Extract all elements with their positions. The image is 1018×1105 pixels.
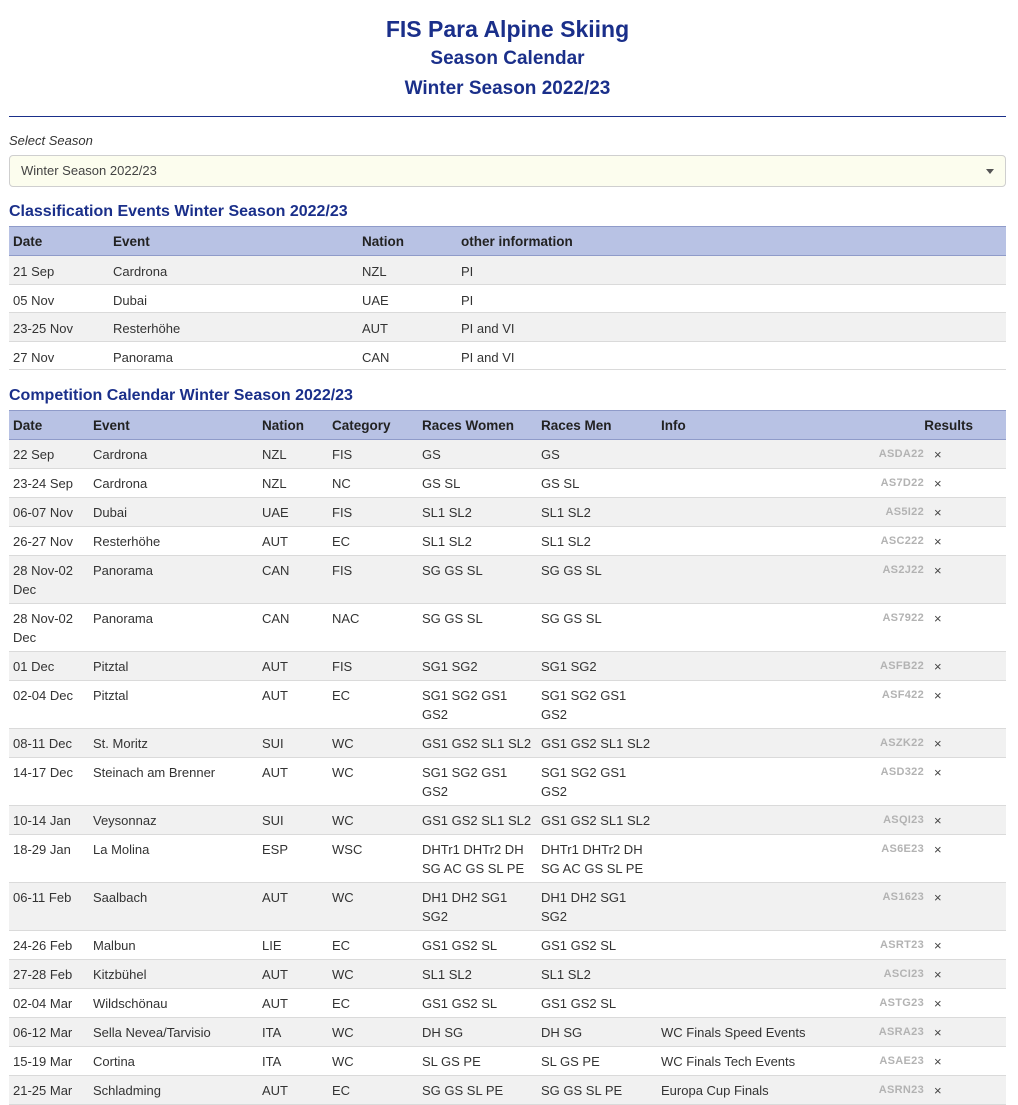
cell-nation: AUT	[258, 1076, 328, 1105]
cell-race-code: ASC222	[862, 527, 928, 556]
cell-event: Pitztal	[89, 652, 258, 681]
table-row	[9, 1047, 1006, 1076]
result-close-icon[interactable]: ×	[928, 652, 1006, 681]
cell-info	[657, 527, 862, 556]
cell-info	[657, 931, 862, 960]
col-other-information: other information	[457, 227, 1006, 256]
cell-category: EC	[328, 527, 418, 556]
cell-races-women: SG1 SG2 GS1 GS2	[418, 681, 537, 729]
table-row	[9, 989, 1006, 1018]
cell-races-women: SL1 SL2	[418, 498, 537, 527]
table-row	[9, 469, 1006, 498]
table-row	[9, 681, 1006, 729]
cell-info	[657, 652, 862, 681]
cell-date: 24-26 Feb	[9, 931, 89, 960]
cell-races-women: SL1 SL2	[418, 960, 537, 989]
season-select-value: Winter Season 2022/23	[21, 163, 157, 178]
col-date: Date	[9, 227, 109, 256]
cell-date: 01 Dec	[9, 652, 89, 681]
cell-event: Veysonnaz	[89, 806, 258, 835]
cell-race-code: ASRN23	[862, 1076, 928, 1105]
cell-info: Europa Cup Finals	[657, 1076, 862, 1105]
cell-info	[657, 989, 862, 1018]
cell-race-code: ASTG23	[862, 989, 928, 1018]
cell-event: Panorama	[89, 556, 258, 604]
cell-race-code: AS7D22	[862, 469, 928, 498]
cell-races-men: SG1 SG2	[537, 652, 657, 681]
cell-date: 05 Nov	[9, 284, 109, 313]
cell-date: 02-04 Mar	[9, 989, 89, 1018]
cell-races-men: GS1 GS2 SL1 SL2	[537, 806, 657, 835]
cell-event: Saalbach	[89, 883, 258, 931]
cell-event: Cardrona	[89, 469, 258, 498]
cell-other-information: PI and VI	[457, 313, 1006, 342]
result-close-icon[interactable]: ×	[928, 556, 1006, 604]
cell-races-men: SL GS PE	[537, 1047, 657, 1076]
cell-event: Resterhöhe	[109, 313, 358, 342]
col-races-men: Races Men	[537, 411, 657, 440]
result-close-icon[interactable]: ×	[928, 989, 1006, 1018]
cell-nation: UAE	[258, 498, 328, 527]
cell-other-information: PI	[457, 256, 1006, 285]
table-row	[9, 960, 1006, 989]
cell-date: 08-11 Dec	[9, 729, 89, 758]
col-date: Date	[9, 411, 89, 440]
cell-info	[657, 960, 862, 989]
table-row	[9, 883, 1006, 931]
cell-category: WC	[328, 729, 418, 758]
cell-category: NAC	[328, 604, 418, 652]
cell-races-women: GS1 GS2 SL1 SL2	[418, 806, 537, 835]
cell-race-code: AS5I22	[862, 498, 928, 527]
cell-races-men: SL1 SL2	[537, 498, 657, 527]
cell-race-code: ASRT23	[862, 931, 928, 960]
cell-race-code: ASAE23	[862, 1047, 928, 1076]
table-row	[9, 1018, 1006, 1047]
cell-races-women: DH SG	[418, 1018, 537, 1047]
season-select[interactable]	[9, 155, 1006, 187]
result-close-icon[interactable]: ×	[928, 1018, 1006, 1047]
cell-info	[657, 729, 862, 758]
col-nation: Nation	[358, 227, 457, 256]
competition-heading: Competition Calendar Winter Season 2022/23	[9, 387, 353, 404]
cell-races-men: SG GS SL	[537, 604, 657, 652]
col-info: Info	[657, 411, 862, 440]
cell-nation: AUT	[258, 960, 328, 989]
cell-nation: ESP	[258, 835, 328, 883]
cell-races-women: GS1 GS2 SL	[418, 989, 537, 1018]
cell-races-women: SL GS PE	[418, 1047, 537, 1076]
col-results: Results	[862, 411, 1006, 440]
cell-races-men: GS1 GS2 SL	[537, 931, 657, 960]
result-close-icon[interactable]: ×	[928, 1047, 1006, 1076]
cell-event: Resterhöhe	[89, 527, 258, 556]
cell-event: Cardrona	[109, 256, 358, 285]
cell-event: Pitztal	[89, 681, 258, 729]
cell-category: WC	[328, 883, 418, 931]
cell-category: NC	[328, 469, 418, 498]
cell-info	[657, 498, 862, 527]
table-row	[9, 341, 1006, 370]
table-row	[9, 498, 1006, 527]
result-close-icon[interactable]: ×	[928, 729, 1006, 758]
cell-category: EC	[328, 1076, 418, 1105]
result-close-icon[interactable]: ×	[928, 469, 1006, 498]
cell-other-information: PI	[457, 284, 1006, 313]
cell-nation: AUT	[258, 883, 328, 931]
cell-nation: AUT	[258, 527, 328, 556]
result-close-icon[interactable]: ×	[928, 931, 1006, 960]
cell-races-women: SG1 SG2 GS1 GS2	[418, 758, 537, 806]
cell-category: WC	[328, 960, 418, 989]
cell-race-code: ASRA23	[862, 1018, 928, 1047]
table-row	[9, 313, 1006, 342]
result-close-icon[interactable]: ×	[928, 681, 1006, 729]
cell-event: St. Moritz	[89, 729, 258, 758]
competition-header-row	[9, 411, 1006, 440]
cell-event: Dubai	[89, 498, 258, 527]
cell-event: Cardrona	[89, 440, 258, 469]
result-close-icon[interactable]: ×	[928, 758, 1006, 806]
cell-races-women: SG1 SG2	[418, 652, 537, 681]
cell-races-women: DH1 DH2 SG1 SG2	[418, 883, 537, 931]
cell-info	[657, 556, 862, 604]
cell-date: 06-07 Nov	[9, 498, 89, 527]
cell-event: Panorama	[89, 604, 258, 652]
cell-date: 28 Nov-02 Dec	[9, 556, 89, 604]
cell-event: Kitzbühel	[89, 960, 258, 989]
result-close-icon[interactable]: ×	[928, 960, 1006, 989]
cell-nation: NZL	[258, 440, 328, 469]
cell-info	[657, 604, 862, 652]
page-header	[9, 0, 1006, 104]
cell-races-men: DH SG	[537, 1018, 657, 1047]
table-row	[9, 527, 1006, 556]
cell-info	[657, 835, 862, 883]
cell-race-code: AS1623	[862, 883, 928, 931]
cell-info	[657, 469, 862, 498]
cell-category: FIS	[328, 556, 418, 604]
cell-nation: CAN	[258, 604, 328, 652]
cell-races-men: GS1 GS2 SL1 SL2	[537, 729, 657, 758]
cell-races-women: SG GS SL PE	[418, 1076, 537, 1105]
classification-heading: Classification Events Winter Season 2022/23	[9, 203, 348, 220]
col-category: Category	[328, 411, 418, 440]
cell-date: 15-19 Mar	[9, 1047, 89, 1076]
cell-nation: CAN	[258, 556, 328, 604]
cell-races-men: SL1 SL2	[537, 527, 657, 556]
cell-races-women: SL1 SL2	[418, 527, 537, 556]
cell-nation: AUT	[258, 989, 328, 1018]
cell-nation: NZL	[258, 469, 328, 498]
season-select-label: Select Season	[9, 133, 93, 148]
cell-category: WC	[328, 758, 418, 806]
cell-date: 18-29 Jan	[9, 835, 89, 883]
cell-nation: NZL	[358, 256, 457, 285]
page-title: FIS Para Alpine Skiing	[385, 16, 630, 42]
cell-races-men: SG GS SL PE	[537, 1076, 657, 1105]
cell-nation: AUT	[258, 652, 328, 681]
cell-race-code: ASFB22	[862, 652, 928, 681]
cell-date: 27 Nov	[9, 341, 109, 370]
cell-race-code: ASDA22	[862, 440, 928, 469]
cell-category: FIS	[328, 498, 418, 527]
cell-info	[657, 758, 862, 806]
cell-nation: AUT	[258, 758, 328, 806]
cell-date: 21-25 Mar	[9, 1076, 89, 1105]
cell-event: Cortina	[89, 1047, 258, 1076]
cell-event: Steinach am Brenner	[89, 758, 258, 806]
col-races-women: Races Women	[418, 411, 537, 440]
cell-races-men: SG1 SG2 GS1 GS2	[537, 758, 657, 806]
cell-nation: CAN	[358, 341, 457, 370]
cell-race-code: AS7922	[862, 604, 928, 652]
cell-races-men: GS	[537, 440, 657, 469]
cell-category: WC	[328, 806, 418, 835]
cell-races-women: DHTr1 DHTr2 DH SG AC GS SL PE	[418, 835, 537, 883]
table-row	[9, 758, 1006, 806]
cell-category: EC	[328, 681, 418, 729]
cell-races-men: SG1 SG2 GS1 GS2	[537, 681, 657, 729]
table-row	[9, 604, 1006, 652]
page-subtitle: Season Calendar	[430, 48, 585, 69]
cell-category: WC	[328, 1047, 418, 1076]
cell-date: 06-12 Mar	[9, 1018, 89, 1047]
cell-races-women: GS SL	[418, 469, 537, 498]
classification-table	[9, 226, 1006, 370]
cell-event: Panorama	[109, 341, 358, 370]
table-row	[9, 284, 1006, 313]
cell-event: Wildschönau	[89, 989, 258, 1018]
table-row	[9, 729, 1006, 758]
cell-category: FIS	[328, 652, 418, 681]
cell-nation: SUI	[258, 806, 328, 835]
cell-races-women: GS1 GS2 SL1 SL2	[418, 729, 537, 758]
cell-races-women: GS	[418, 440, 537, 469]
cell-other-information: PI and VI	[457, 341, 1006, 370]
result-close-icon[interactable]: ×	[928, 498, 1006, 527]
table-row	[9, 806, 1006, 835]
cell-event: Schladming	[89, 1076, 258, 1105]
cell-date: 28 Nov-02 Dec	[9, 604, 89, 652]
cell-category: WSC	[328, 835, 418, 883]
cell-nation: UAE	[358, 284, 457, 313]
cell-event: La Molina	[89, 835, 258, 883]
cell-races-men: GS SL	[537, 469, 657, 498]
result-close-icon[interactable]: ×	[928, 440, 1006, 469]
cell-info	[657, 806, 862, 835]
cell-race-code: ASZK22	[862, 729, 928, 758]
table-row	[9, 835, 1006, 883]
competition-table	[9, 410, 1006, 1105]
cell-races-men: DH1 DH2 SG1 SG2	[537, 883, 657, 931]
result-close-icon[interactable]: ×	[928, 806, 1006, 835]
col-event: Event	[89, 411, 258, 440]
cell-info	[657, 883, 862, 931]
result-close-icon[interactable]: ×	[928, 527, 1006, 556]
table-row	[9, 931, 1006, 960]
season-title: Winter Season 2022/23	[404, 78, 611, 99]
cell-info: WC Finals Speed Events	[657, 1018, 862, 1047]
cell-race-code: ASD322	[862, 758, 928, 806]
result-close-icon[interactable]: ×	[928, 1076, 1006, 1105]
cell-nation: LIE	[258, 931, 328, 960]
cell-races-women: GS1 GS2 SL	[418, 931, 537, 960]
caret-down-icon[interactable]	[986, 169, 994, 174]
cell-date: 06-11 Feb	[9, 883, 89, 931]
cell-race-code: ASCI23	[862, 960, 928, 989]
result-close-icon[interactable]: ×	[928, 835, 1006, 883]
cell-races-men: SL1 SL2	[537, 960, 657, 989]
header-divider	[9, 116, 1006, 117]
table-row	[9, 556, 1006, 604]
result-close-icon[interactable]: ×	[928, 604, 1006, 652]
cell-race-code: AS2J22	[862, 556, 928, 604]
cell-races-women: SG GS SL	[418, 556, 537, 604]
cell-event: Dubai	[109, 284, 358, 313]
cell-event: Sella Nevea/Tarvisio	[89, 1018, 258, 1047]
cell-date: 10-14 Jan	[9, 806, 89, 835]
cell-date: 23-24 Sep	[9, 469, 89, 498]
cell-event: Malbun	[89, 931, 258, 960]
cell-race-code: AS6E23	[862, 835, 928, 883]
cell-races-men: SG GS SL	[537, 556, 657, 604]
table-row	[9, 1076, 1006, 1105]
cell-date: 26-27 Nov	[9, 527, 89, 556]
cell-info: WC Finals Tech Events	[657, 1047, 862, 1076]
table-row	[9, 256, 1006, 285]
cell-info	[657, 681, 862, 729]
cell-nation: ITA	[258, 1018, 328, 1047]
cell-category: EC	[328, 931, 418, 960]
cell-nation: ITA	[258, 1047, 328, 1076]
cell-race-code: ASQI23	[862, 806, 928, 835]
cell-race-code: ASF422	[862, 681, 928, 729]
cell-category: FIS	[328, 440, 418, 469]
classification-header-row	[9, 227, 1006, 256]
col-nation: Nation	[258, 411, 328, 440]
cell-races-men: GS1 GS2 SL	[537, 989, 657, 1018]
cell-category: EC	[328, 989, 418, 1018]
cell-nation: AUT	[358, 313, 457, 342]
cell-date: 21 Sep	[9, 256, 109, 285]
cell-date: 14-17 Dec	[9, 758, 89, 806]
cell-races-women: SG GS SL	[418, 604, 537, 652]
cell-nation: SUI	[258, 729, 328, 758]
cell-date: 02-04 Dec	[9, 681, 89, 729]
cell-nation: AUT	[258, 681, 328, 729]
result-close-icon[interactable]: ×	[928, 883, 1006, 931]
cell-races-men: DHTr1 DHTr2 DH SG AC GS SL PE	[537, 835, 657, 883]
cell-date: 27-28 Feb	[9, 960, 89, 989]
table-row	[9, 652, 1006, 681]
cell-date: 22 Sep	[9, 440, 89, 469]
cell-date: 23-25 Nov	[9, 313, 109, 342]
cell-category: WC	[328, 1018, 418, 1047]
cell-info	[657, 440, 862, 469]
table-row	[9, 440, 1006, 469]
col-event: Event	[109, 227, 358, 256]
